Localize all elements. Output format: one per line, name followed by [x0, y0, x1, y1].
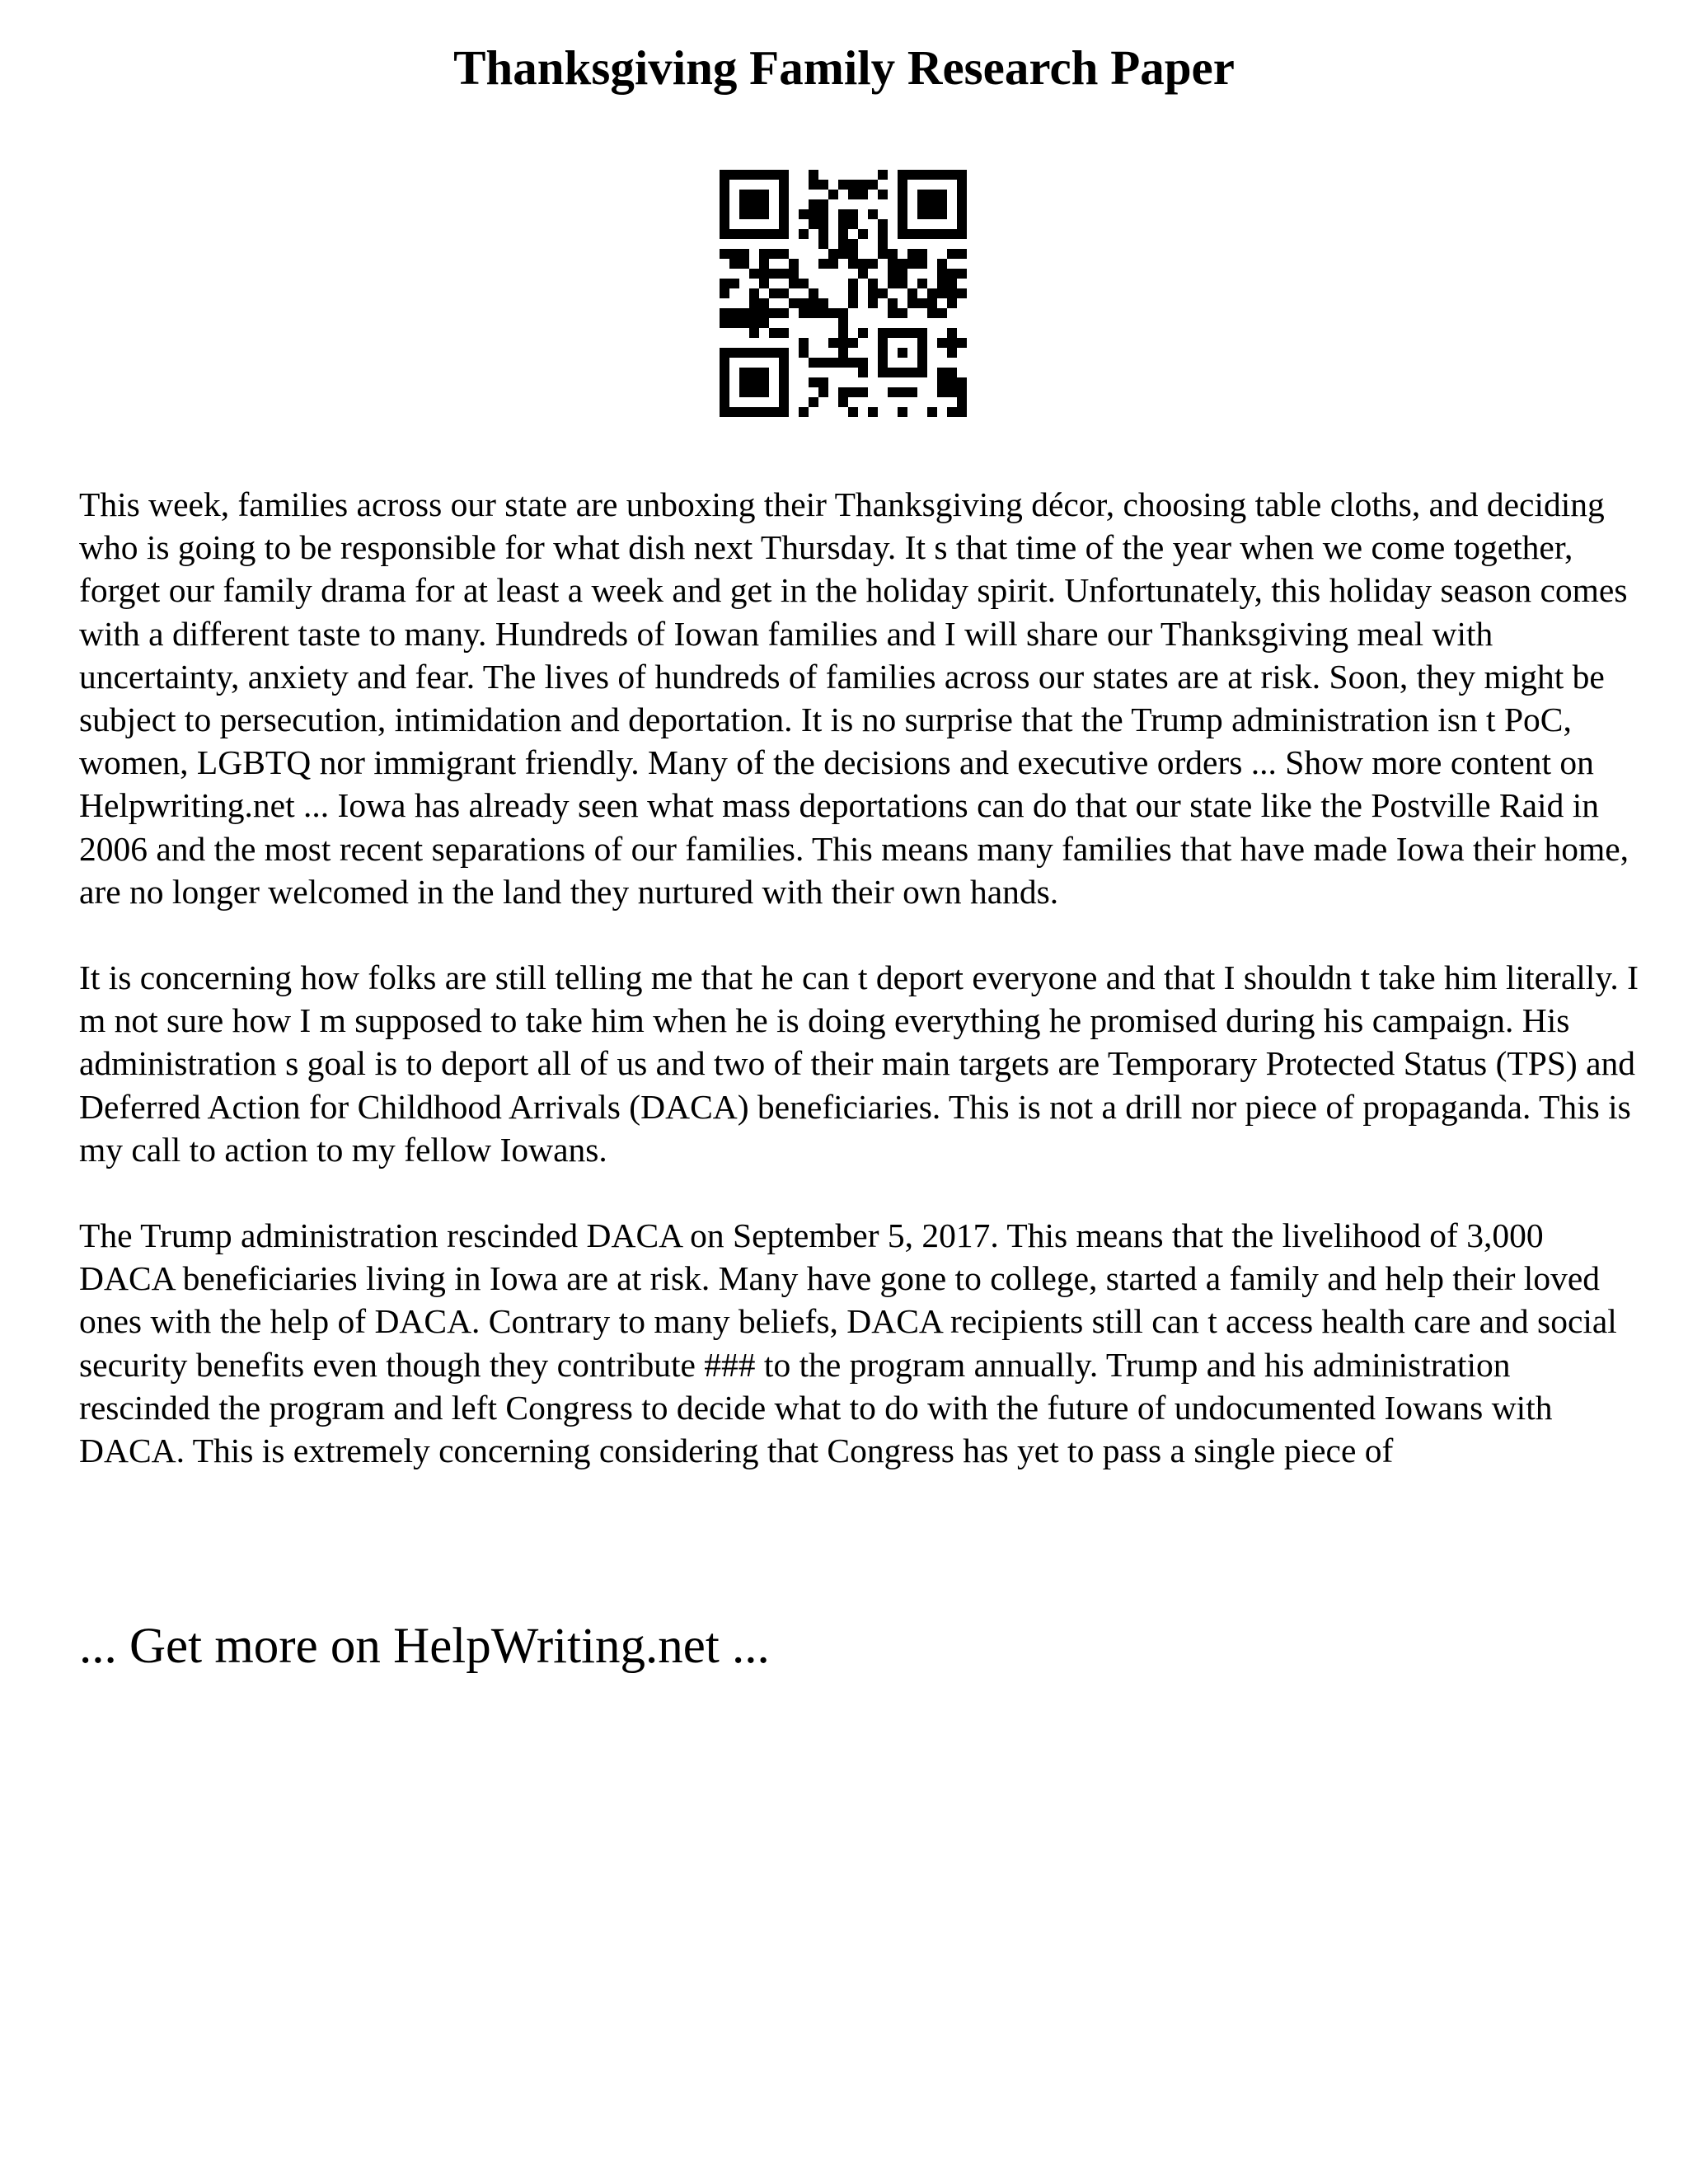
- paragraph: The Trump administration rescinded DACA on September 5, 2017. This means that the livelihood of 3,000 DACA beneficiaries living in Iowa are at risk. Many have gone to college, started a family and help their loved ones with the help of DACA. Contrary to many beliefs, DACA recipients still can t access health care and social security benefits even though they contribute ### to the program annually. Trump and his administration rescinded the program and left Congress to decide what to do with the future of undocumented Iowans with DACA. This is extremely concerning considering that Congress has yet to pass a single piece of: [79, 1216, 1617, 1470]
- page-title: Thanksgiving Family Research Paper: [453, 40, 1235, 95]
- qr-code-icon: [720, 170, 967, 417]
- article-body: [79, 483, 1645, 1515]
- paragraph: This week, families across our state are unboxing their Thanksgiving décor, choosing table cloths, and deciding who is going to be responsible for what dish next Thursday. It s that time of the year when we come together, forget our family drama for at least a week and get in the holiday spirit. Unfortunately, this holiday season comes with a different taste to many. Hundreds of Iowan families and I will share our Thanksgiving meal with uncertainty, anxiety and fear. The lives of hundreds of families across our states are at risk. Soon, they might be subject to persecution, intimidation and deportation. It is no surprise that the Trump administration isn t PoC, women, LGBTQ nor immigrant friendly. Many of the decisions and executive orders ... Show more content on Helpwriting.net ... Iowa has already seen what mass deportations can do that our state like the Postville Raid in 2006 and the most recent separations of our families. This means many families that have made Iowa their home, are no longer welcomed in the land they nurtured with their own hands.: [79, 485, 1629, 911]
- get-more-link[interactable]: ... Get more on HelpWriting.net ...: [79, 1619, 770, 1674]
- paragraph: It is concerning how folks are still telling me that he can t deport everyone and that I shouldn t take him literally. I m not sure how I m supposed to take him when he is doing everything he promised during his campaign. His administration s goal is to deport all of us and two of their main targets are Temporary Protected Status (TPS) and Deferred Action for Childhood Arrivals (DACA) beneficiaries. This is not a drill nor piece of propaganda. This is my call to action to my fellow Iowans.: [79, 958, 1639, 1169]
